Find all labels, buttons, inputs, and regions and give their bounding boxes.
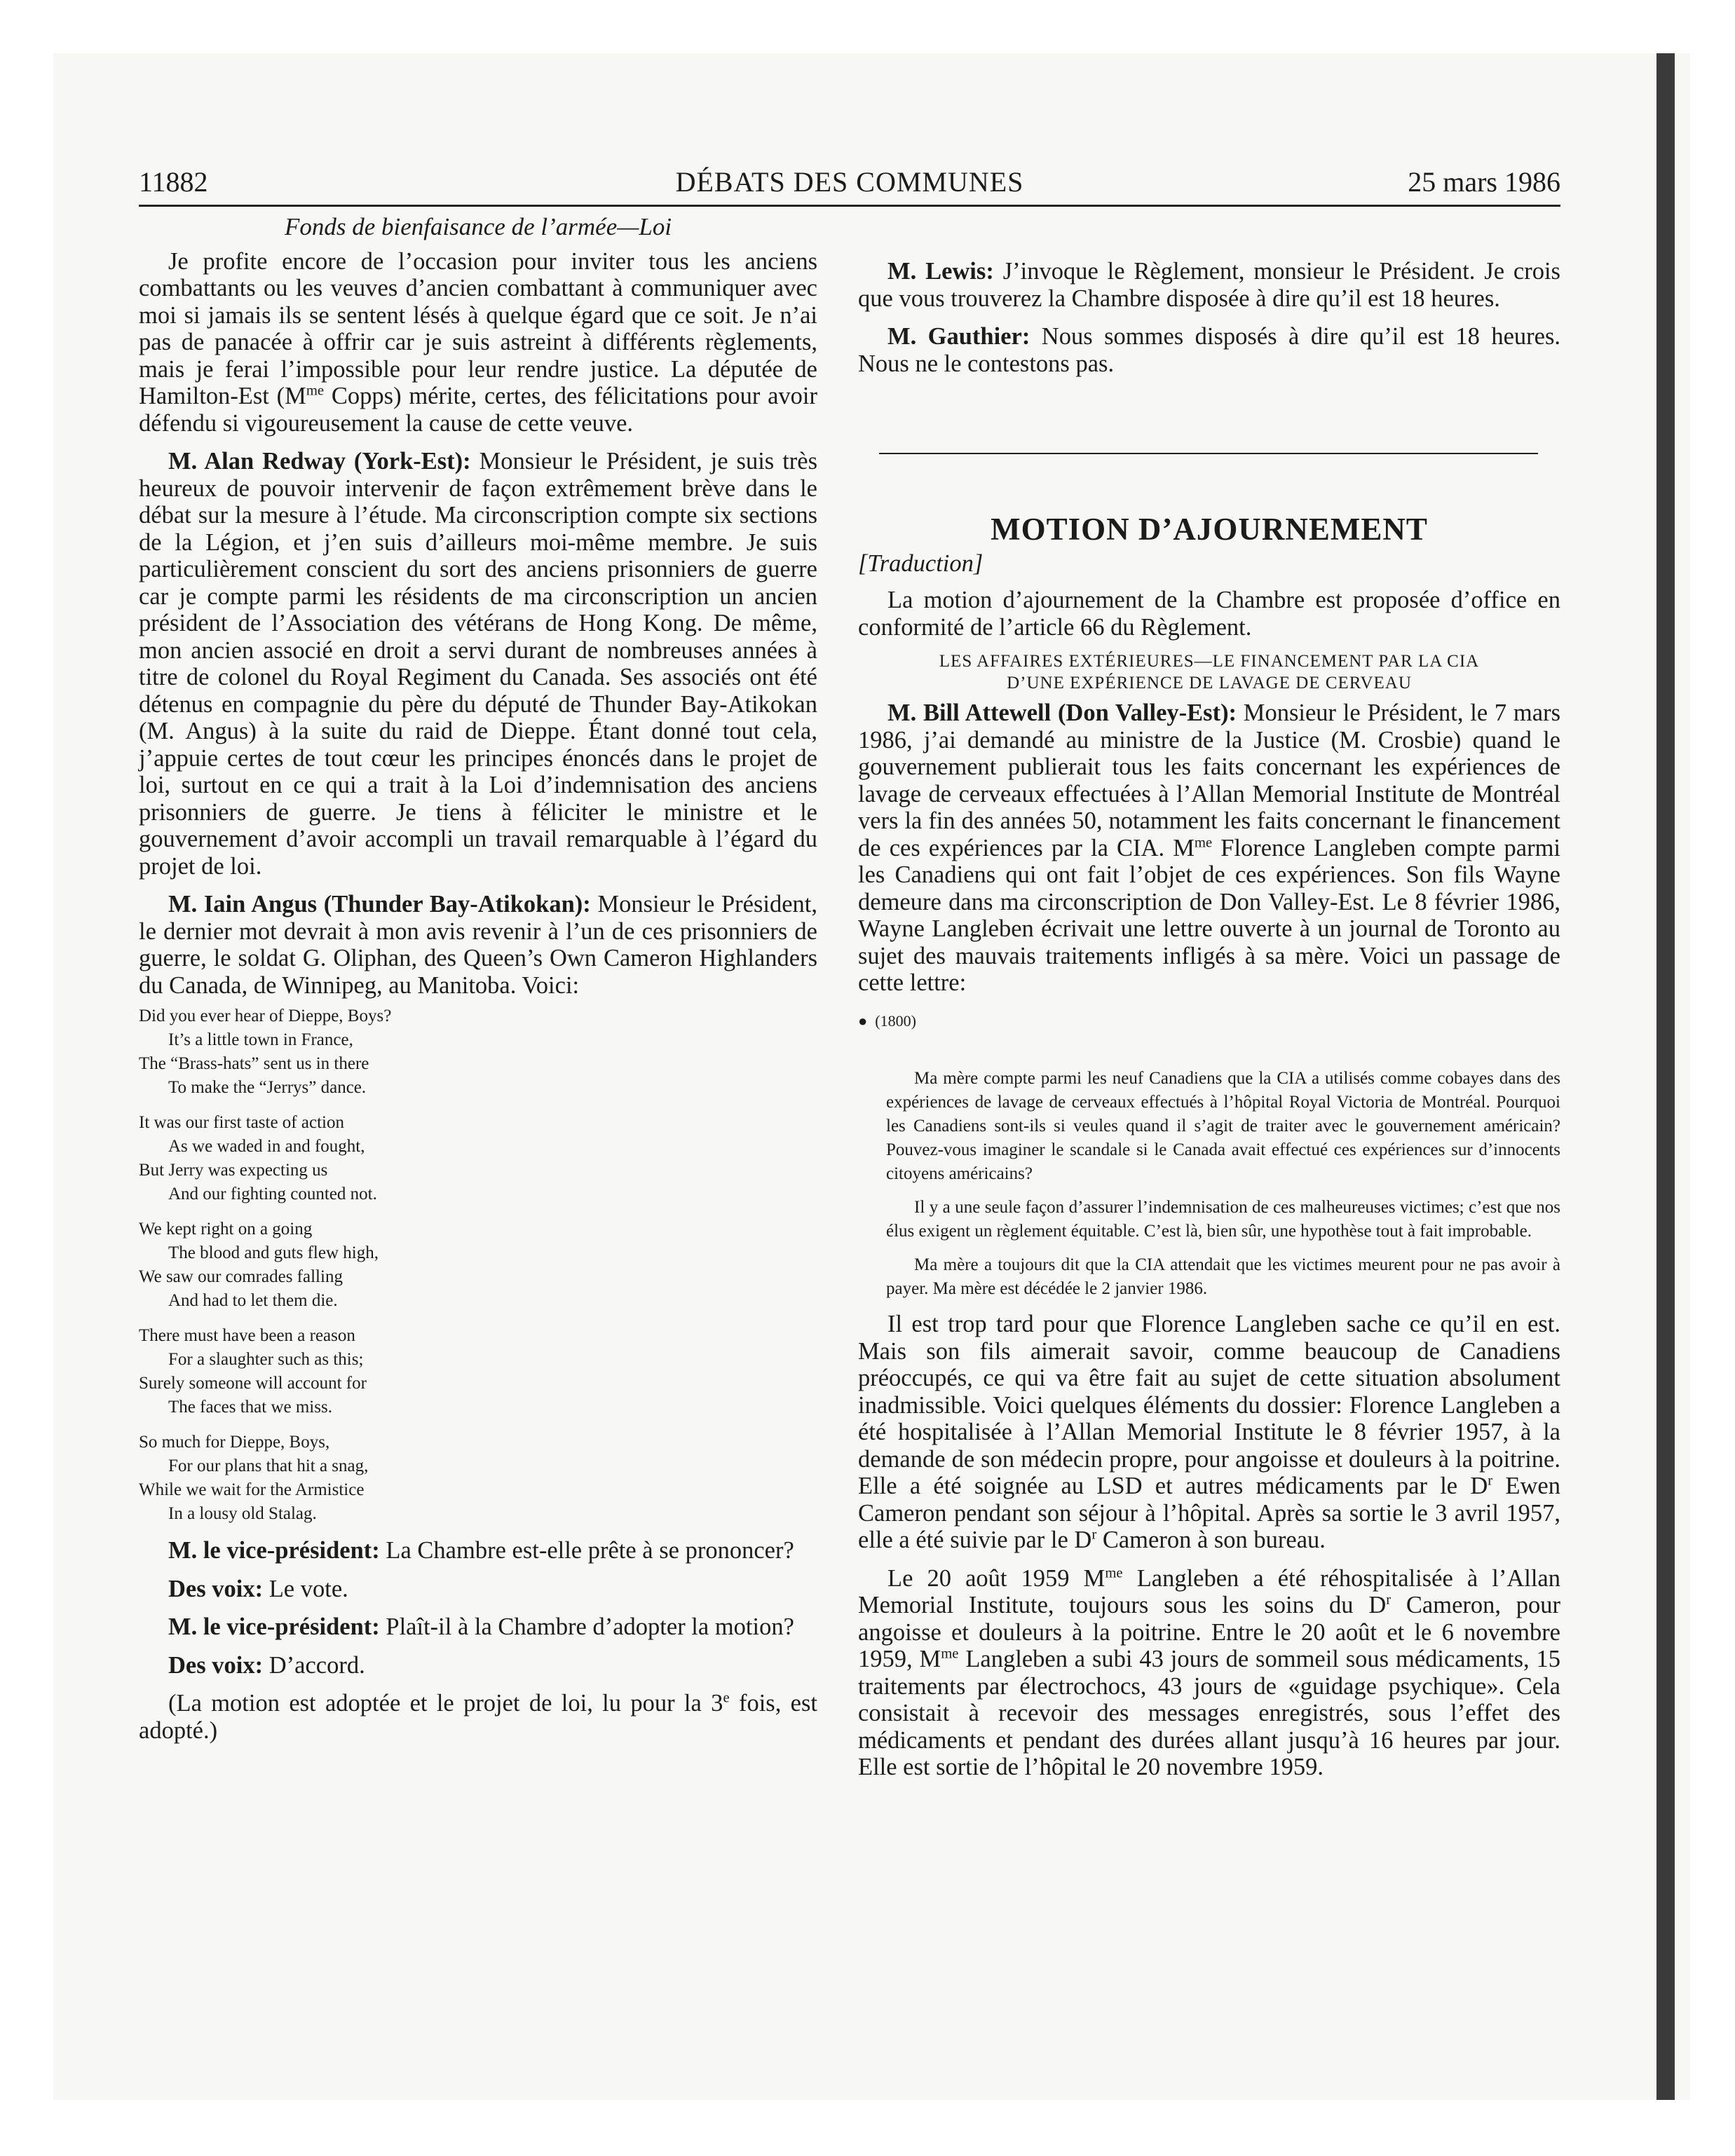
bullet-icon: ● xyxy=(858,1011,868,1030)
speaker-name: M. Gauthier: xyxy=(887,323,1030,350)
paragraph-veterans: Je profite encore de l’occasion pour inviter tous les anciens combattants ou les veuves d’ancien combattant à communiquer avec moi si jamais ils se sentent lésés à quelque égard que ce soit. Je n’ai pas de panacée à offrir car je suis astreint à différents règlements, mais je ferai l’impossible pour leur rendre justice. La députée de Hamilton-Est ($M^{me}$ Copps) mérite, certes, des félicitations pour avoir défendu si vigoureusement la cause de cette veuve. xyxy=(139,247,818,437)
topic-heading: LES AFFAIRES EXTÉRIEURES—LE FINANCEMENT PAR LA CIA D’UNE EXPÉRIENCE DE LAVAGE DE CERVEAU xyxy=(939,652,1480,692)
speech-lewis: M. Lewis: J’invoque le Règlement, monsieur le Président. Je crois que vous trouverez la Chambre disposée à dire qu’il est 18 heures. xyxy=(858,258,1560,312)
speech-angus: M. Iain Angus (Thunder Bay-Atikokan): Monsieur le Président, le dernier mot devrait à mon avis revenir à l’un de ces prisonniers de guerre, le soldat G. Oliphan, des Queen’s Own Cameron Highlanders du Canada, de Winnipeg, au Manitoba. Voici: xyxy=(139,891,817,999)
speech-attewell: M. Bill Attewell (Don Valley-Est): Monsieur le Président, le 7 mars 1986, j’ai demandé au ministre de la Justice (M. Crosbie) quand le gouvernement publierait tous les faits concernant les expériences de lavage de cerveaux effectuées à l’Allan Memorial Institute de Montréal vers la fin des années 50, notamment les faits concernant le financement de ces expériences par la CIA. $M^{me}$ Florence Langleben compte parmi les Canadiens qui ont fait l’objet de ces expériences. Son fils Wayne demeure dans ma circonscription de Don Valley-Est. Le 8 février 1986, Wayne Langleben écrivait une lettre ouverte à un journal de Toronto au sujet des mauvais traitements infligés à sa mère. Voici un passage de cette lettre: xyxy=(858,700,1560,996)
speech-vice-president-1: M. le vice-président: La Chambre est-elle prête à se prononcer? xyxy=(168,1537,794,1564)
speaker-name: Des voix: xyxy=(168,1651,264,1679)
poem xyxy=(139,1004,817,1526)
speaker-name: M. Iain Angus (Thunder Bay-Atikokan): xyxy=(168,891,591,917)
speaker-name: M. le vice-président: xyxy=(168,1613,380,1640)
poem-stanza: There must have been a reason For a slaughter such as this; Surely someone will account for The faces that we miss. xyxy=(139,1326,367,1417)
section-divider xyxy=(879,453,1538,454)
speech-redway: M. Alan Redway (York-Est): Monsieur le Président, je suis très heureux de pouvoir intervenir de façon extrêmement brève dans le débat sur la mesure à l’étude. Ma circonscription compte six sections de la Légion, et j’en suis d’ailleurs moi-même membre. Je suis particulièrement conscient du sort des anciens prisonniers de guerre car je compte parmi les résidents de ma circonscription un ancien président de l’Association des vétérans de Hong Kong. De même, mon ancien associé en droit a servi durant de nombreuses années à titre de colonel du Royal Regiment du Canada. Ses associés ont été détenus en compagnie du père du député de Thunder Bay-Atikokan (M. Angus) à la suite du raid de Dieppe. Étant donné tout cela, j’appuie certes de tout cœur les principes énoncés dans le projet de loi, surtout en ce qui a trait à la Loi d’indemnisation des anciens prisonniers de guerre. Je tiens à féliciter le ministre et le gouvernement d’avoir accompli un travail remarquable à l’égard du projet de loi. xyxy=(139,448,818,880)
section-subtitle: Fonds de bienfaisance de l’armée—Loi xyxy=(284,213,672,240)
page-number: 11882 xyxy=(139,166,208,198)
speaker-name: M. Bill Attewell (Don Valley-Est): xyxy=(887,700,1237,726)
speaker-name: Des voix: xyxy=(168,1575,264,1602)
speech-vice-president-2: M. le vice-président: Plaît-il à la Chambre d’adopter la motion? xyxy=(168,1613,794,1640)
motion-adopted-note: (La motion est adoptée et le projet de loi, lu pour la 3e fois, est adopté.) xyxy=(139,1690,818,1744)
translation-note: [Traduction] xyxy=(858,550,984,577)
paragraph-langleben: Il est trop tard pour que Florence Langleben sache ce qu’il en est. Mais son fils aimerait savoir, comme beaucoup de Canadiens préoccupés, ce qui va être fait au sujet de cette situation absolument inadmissible. Voici quelques éléments du dossier: Florence Langleben a été hospitalisée à l’Allan Memorial Institute le 8 février 1957, à la demande de son médecin propre, pour angoisse et douleurs à la poitrine. Elle a été soignée au LSD et autres médicaments par le $D^r$ Ewen Cameron pendant son séjour à l’hôpital. Après sa sortie le 3 avril 1957, elle a été suivie par le $D^r$ Cameron à son bureau. xyxy=(858,1311,1560,1553)
poem-stanza: Did you ever hear of Dieppe, Boys? It’s a little town in France, The “Brass-hats” sent us in there To make the “Jerrys” dance. xyxy=(139,1007,392,1097)
time-marker: ● (1800) xyxy=(858,1011,916,1030)
right-column xyxy=(858,258,1560,1781)
publication-title: DÉBATS DES COMMUNES xyxy=(675,166,1024,198)
scan-edge-bar xyxy=(1656,53,1675,2100)
voices-1: Des voix: Le vote. xyxy=(168,1575,348,1602)
header-date: 25 mars 1986 xyxy=(1408,166,1560,198)
letter-quote: Ma mère a toujours dit que la CIA attendait que les victimes meurent pour ne pas avoir à payer. Ma mère est décédée le 2 janvier 1986. xyxy=(886,1255,1560,1298)
letter-quote: Il y a une seule façon d’assurer l’indemnisation de ces malheureuses victimes; c’est que nos élus exigent un règlement équitable. C’est là, bien sûr, une hypothèse tout à fait improbable. xyxy=(886,1198,1560,1241)
speech-gauthier: M. Gauthier: Nous sommes disposés à dire qu’il est 18 heures. Nous ne le contestons pas. xyxy=(858,323,1560,377)
poem-stanza: We kept right on a going The blood and guts flew high, We saw our comrades falling And had to let them die. xyxy=(139,1220,379,1310)
poem-stanza: So much for Dieppe, Boys, For our plans that hit a snag, While we wait for the Armistice In a lousy old Stalag. xyxy=(139,1433,369,1523)
speaker-name: M. Alan Redway (York-Est): xyxy=(168,448,471,475)
voices-2: Des voix: D’accord. xyxy=(168,1651,365,1679)
poem-stanza: It was our first taste of action As we waded in and fought, But Jerry was expecting us And our fighting counted not. xyxy=(139,1113,377,1203)
page-header xyxy=(139,165,1560,207)
motion-paragraph: La motion d’ajournement de la Chambre est proposée d’office en conformité de l’article 66 du Règlement. xyxy=(858,587,1560,641)
left-column xyxy=(139,214,817,1744)
letter-quote: Ma mère compte parmi les neuf Canadiens que la CIA a utilisés comme cobayes dans des expériences de lavage de cerveaux effectués à l’hôpital Royal Victoria de Montréal. Pourquoi les Canadiens sont-ils si veules quand il s’agit de traiter avec le gouvernement américain? Pouvez-vous imaginer le scandale si le Canada avait effectué ces expériences sur d’innocents citoyens américains? xyxy=(886,1069,1560,1183)
speaker-name: M. le vice-président: xyxy=(168,1537,380,1564)
paragraph-hospitalisation: Le 20 août 1959 $M^{me}$ Langleben a été réhospitalisée à l’Allan Memorial Institute, toujours sous les soins du $D^r$ Cameron, pour angoisse et douleurs à la poitrine. Entre le 20 août et le 6 novembre 1959, $M^{me}$ Langleben a subi 43 jours de sommeil sous médicaments, 15 traitements par électrochocs, 43 jours de «guidage psychique». Cela consistait à recevoir des messages enregistrés, sous l’effet des médicaments et pendant des durées allant jusqu’à 16 heures par jour. Elle est sortie de l’hôpital le 20 novembre 1959. xyxy=(858,1564,1561,1780)
section-heading: MOTION D’AJOURNEMENT xyxy=(991,512,1428,547)
speaker-name: M. Lewis: xyxy=(887,258,994,285)
